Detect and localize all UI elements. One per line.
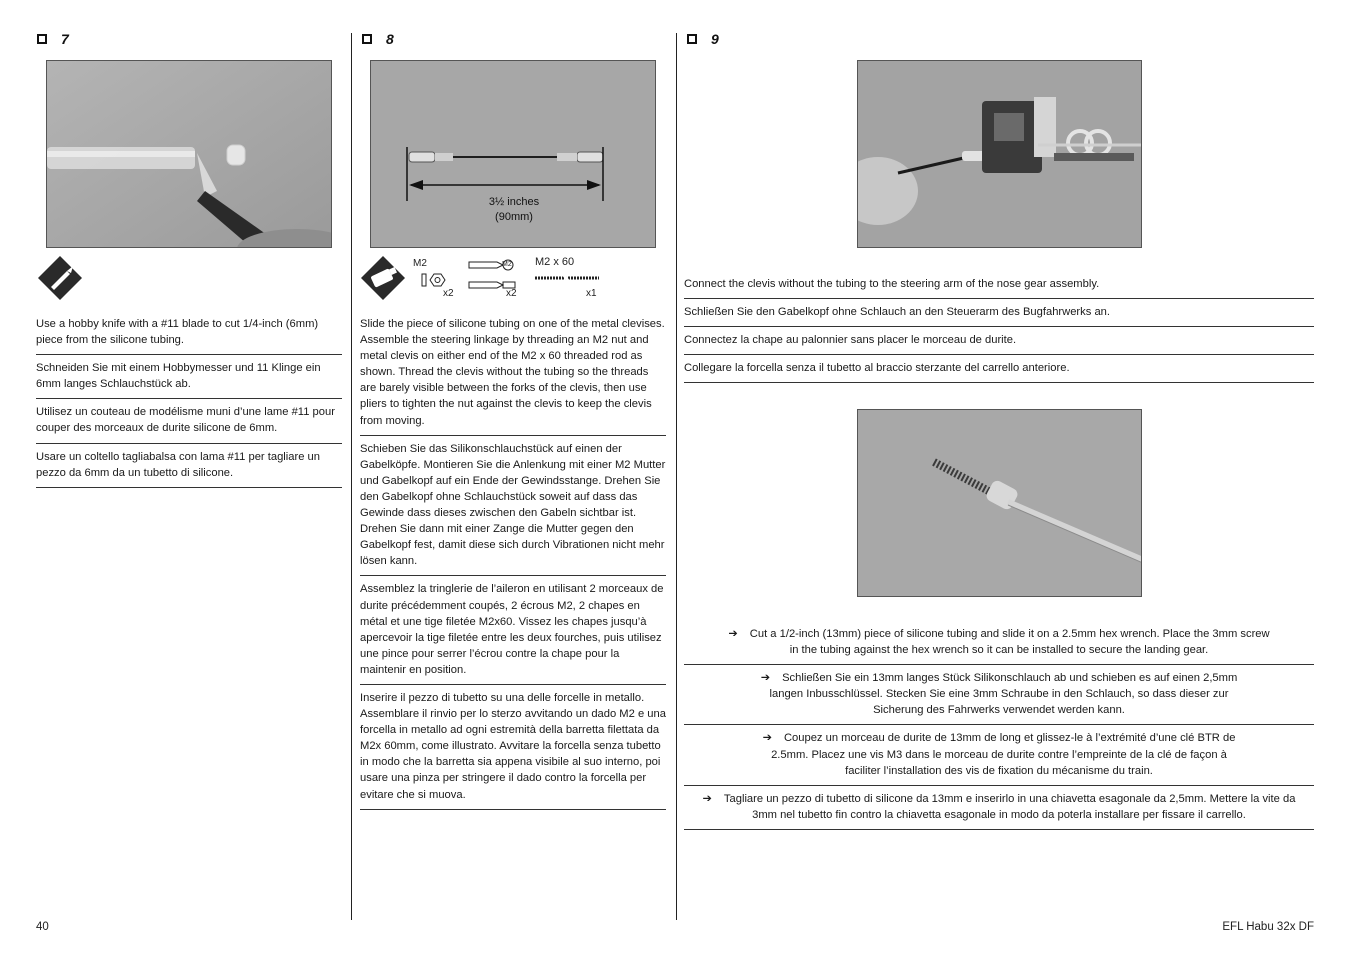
column-divider-1: [351, 33, 352, 920]
instruction-it: Inserire il pezzo di tubetto su una delle forcelle in metallo. Assemblare il rinvio per lo sterzo avvitando un dado M2 e una forcella in metallo ad ogni estremità della barretta filettata da M2x 60mm, come illustrato. Avvitare la forcella senza tubetto in modo che la barretta sia appena visibile al suo interno, poi usare una pinza per stringere il dado contro la forcella per evitare che si muova.: [360, 685, 666, 810]
right-arrow-icon: ➔: [762, 732, 772, 745]
step-7-header: [37, 31, 69, 47]
instruction-de: Schneiden Sie mit einem Hobbymesser und 11 Klinge ein 6mm langes Schlauchstück ab.: [36, 355, 342, 399]
instruction-en: [684, 626, 1314, 665]
nut-quantity: x2: [443, 288, 454, 299]
right-arrow-icon: ➔: [728, 628, 738, 640]
instruction-fr: Utilisez un couteau de modélisme muni d’une lame #11 pour couper des morceaux de durite silicone de 6mm.: [36, 399, 342, 443]
step-7-instructions: [36, 316, 342, 488]
instruction-it: [684, 786, 1314, 830]
step-8-photo: [370, 60, 656, 248]
glue-tube-icon: [360, 255, 406, 301]
column-divider-2: [676, 33, 677, 920]
step-number: 8: [386, 31, 394, 47]
right-arrow-icon: ➔: [702, 792, 712, 805]
instruction-de: Schieben Sie das Silikonschlauchstück auf einen der Gabelköpfe. Montieren Sie die Anlenkung mit einer M2 Mutter und Gabelkopf auf ein Ende der Gewindsstange. Drehen Sie den Gabelkopf ohne Schlauchstück soweit auf dass das Gewinde dass dieses zwischen den Gabeln sichtbar ist. Drehen Sie dann mit einer Zange die Mutter gegen den Gabelkopf fest, damit diese sich durch Vibrationen nicht mehr lösen kann.: [360, 436, 666, 577]
instruction-en: Slide the piece of silicone tubing on one of the metal clevises. Assemble the steering linkage by threading an M2 nut and metal clevis on either end of the M2 x 60 threaded rod as shown. Thread the clevis without the tubing so the threads are barely visible between the forks of the clevis, then use pliers to tighten the nut against the clevis to keep the clevis from moving.: [360, 316, 666, 436]
step-9-instructions-top: [684, 276, 1314, 383]
step-9-instructions-bottom: [684, 626, 1314, 830]
right-arrow-icon: ➔: [760, 672, 771, 685]
step-9-header: [687, 31, 719, 47]
checkbox-icon[interactable]: [687, 34, 697, 44]
page-number: 40: [36, 921, 49, 933]
instruction-fr: Connectez la chape au palonnier sans placer le morceau de durite.: [684, 327, 1314, 355]
step-number: 9: [711, 31, 719, 47]
instruction-fr: [684, 725, 1314, 785]
instruction-en: Use a hobby knife with a #11 blade to cut 1/4-inch (6mm) piece from the silicone tubing.: [36, 316, 342, 355]
knife-cutting-tube-illustration: [47, 61, 332, 248]
rod-length-label: 3½ inches: [488, 196, 540, 208]
instruction-it-text: Tagliare un pezzo di tubetto di silicone da 13mm e inserirlo in una chiavetta esagonale da 2,5mm. Mettere la vite da 3mm nel tubetto fin contro la chiavetta esagonale in modo da poterla installare per fissare il carrello.: [723, 792, 1296, 821]
instruction-en: Connect the clevis without the tubing to the steering arm of the nose gear assembly.: [684, 276, 1314, 299]
checkbox-icon[interactable]: [37, 34, 47, 44]
instruction-it: Usare un coltello tagliabalsa con lama #11 per tagliare un pezzo da 6mm da un tubetto di silicone.: [36, 444, 342, 488]
instruction-de-text: Schließen Sie ein 13mm langes Stück Silikonschlauch ab und schieben es auf einen 2,5mm langen Inbusschlüssel. Stecken Sie eine 3mm Schraube in den Schlauch, so dass dieser zur Sicherung des Fahrwerks verwendet werden kann.: [769, 672, 1238, 717]
clevis-label: M2: [502, 261, 512, 268]
instruction-de: Schließen Sie den Gabelkopf ohne Schlauch an den Steuerarm des Bugfahrwerks an.: [684, 299, 1314, 327]
step-8-header: [362, 31, 394, 47]
rod-length-metric: (90mm): [495, 211, 533, 223]
clevis-quantity: x2: [506, 288, 517, 299]
hex-wrench-screw-illustration: [858, 410, 1142, 597]
hobby-knife-icon: [37, 255, 83, 301]
product-name: EFL Habu 32x DF: [1222, 921, 1314, 933]
step-9-photo-top: [857, 60, 1142, 248]
step-7-photo: [46, 60, 332, 248]
nut-icon: [421, 272, 447, 288]
step-8-instructions: [360, 316, 666, 810]
instruction-fr-text: Coupez un morceau de durite de 13mm de long et glissez-le à l’extrémité d’une clé BTR de 2.5mm. Placez une vis M3 dans le morceau de durite contre l’empreinte de la clé de façon à faciliter l’installation des vis de fixation du mécanisme du train.: [771, 732, 1236, 777]
instruction-fr: Assemblez la tringlerie de l’aileron en utilisant 2 morceaux de durite précédemment coupés, 2 écrous M2, 2 chapes en métal et une tige filetée M2x60. Vissez les chapes jusqu’à apercevoir la tige filetée entre les deux fourches, puis utilisez une pince pour serrer l’écrou contre la chape pour la maintenir en position.: [360, 576, 666, 685]
step-9-photo-bottom: [857, 409, 1142, 597]
instruction-en-text: Cut a 1/2-inch (13mm) piece of silicone tubing and slide it on a 2.5mm hex wrench. Place the 3mm screw in the tubing against the hex wrench so it can be installed to secure the landing gear.: [749, 628, 1270, 657]
instruction-de: [684, 665, 1314, 725]
rod-quantity: x1: [586, 288, 597, 299]
instruction-it: Collegare la forcella senza il tubetto al braccio sterzante del carrello anteriore.: [684, 355, 1314, 383]
nose-gear-assembly-illustration: [858, 61, 1142, 248]
step-number: 7: [61, 31, 69, 47]
rod-label: M2 x 60: [535, 256, 575, 268]
threaded-rod-icon: [535, 274, 599, 282]
nut-label: M2: [413, 258, 427, 269]
checkbox-icon[interactable]: [362, 34, 372, 44]
